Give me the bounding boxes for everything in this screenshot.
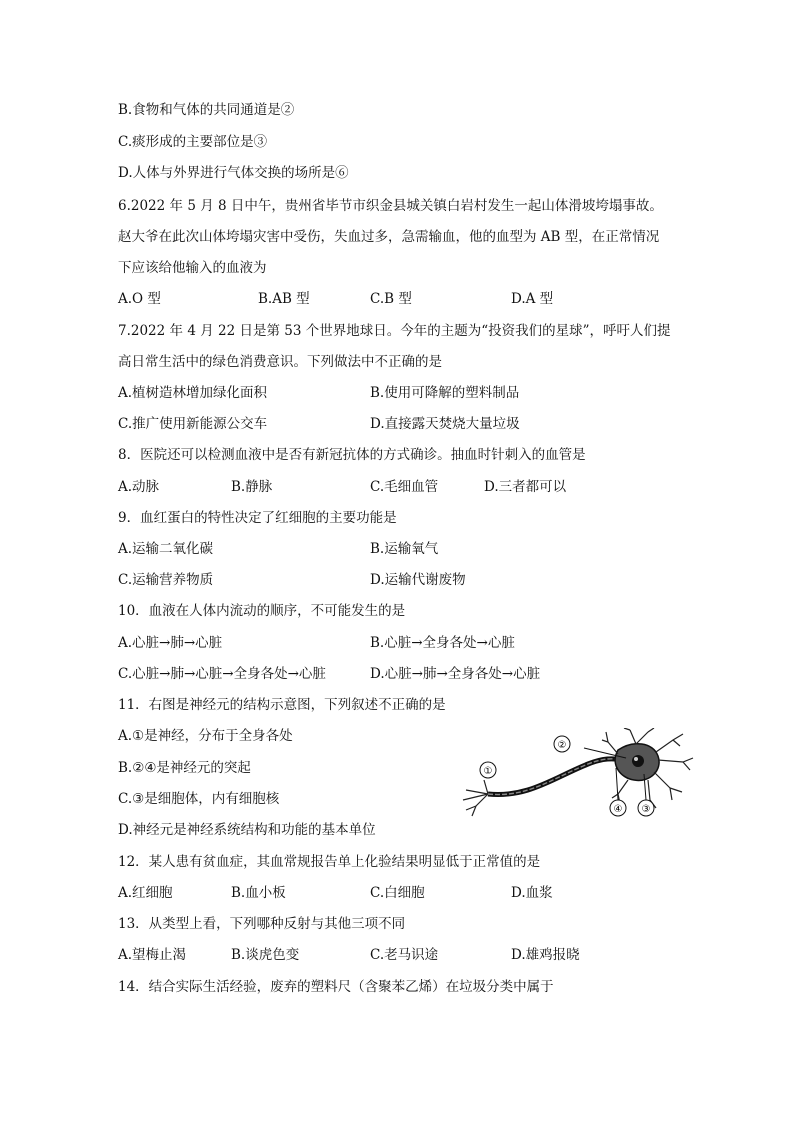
q11-option-b: B.②④是神经元的突起 [118,760,251,776]
q6-option-c: C.B 型 [370,291,412,307]
q9-stem: 9．血红蛋白的特性决定了红细胞的主要功能是 [118,510,397,526]
q6-option-b: B.AB 型 [258,291,310,307]
q8-stem: 8．医院还可以检测血液中是否有新冠抗体的方式确诊。抽血时针刺入的血管是 [118,447,586,463]
q7-stem-line2: 高日常生活中的绿色消费意识。下列做法中不正确的是 [118,354,442,370]
label-4: ④ [613,804,623,815]
q13-stem: 13．从类型上看，下列哪种反射与其他三项不同 [118,916,406,932]
q5-option-c: C.痰形成的主要部位是③ [118,134,268,150]
q6-option-a: A.O 型 [118,291,161,307]
q7-option-d: D.直接露天焚烧大量垃圾 [370,416,520,432]
q9-option-d: D.运输代谢废物 [370,572,466,588]
q13-option-b: B.谈虎色变 [231,947,300,963]
q10-option-b: B.心脏→全身各处→心脏 [370,635,515,651]
q7-option-a: A.植树造林增加绿化面积 [118,385,268,401]
q13-option-c: C.老马识途 [370,947,439,963]
q9-option-c: C.运输营养物质 [118,572,214,588]
q11-stem: 11．右图是神经元的结构示意图，下列叙述不正确的是 [118,697,446,713]
q10-option-d: D.心脏→肺→全身各处→心脏 [370,666,541,682]
q12-option-c: C.白细胞 [370,885,425,901]
q6-stem-line1: 6.2022 年 5 月 8 日中午，贵州省毕节市织金县城关镇白岩村发生一起山体滑坡垮塌事故。 [118,198,663,214]
q12-stem: 12．某人患有贫血症，其血常规报告单上化验结果明显低于正常值的是 [118,854,541,870]
q11-option-a: A.①是神经，分布于全身各处 [118,728,293,744]
q8-option-d: D.三者都可以 [484,479,567,495]
q9-option-a: A.运输二氧化碳 [118,541,214,557]
q7-option-c: C.推广使用新能源公交车 [118,416,268,432]
q9-option-b: B.运输氧气 [370,541,439,557]
q12-option-d: D.血浆 [511,885,553,901]
q11-option-c: C.③是细胞体，内有细胞核 [118,791,280,807]
q12-option-b: B.血小板 [231,885,286,901]
q13-option-a: A.望梅止渴 [118,947,187,963]
q6-stem-line2: 赵大爷在此次山体垮塌灾害中受伤，失血过多，急需输血，他的血型为 AB 型，在正常情况 [118,229,660,245]
neuron-diagram-icon [458,728,698,818]
q7-stem-line1: 7.2022 年 4 月 22 日是第 53 个世界地球日。今年的主题为“投资我们的星球”，呼吁人们提 [118,323,671,339]
q5-option-b: B.食物和气体的共同通道是② [118,102,295,118]
label-2: ② [557,740,567,751]
q10-stem: 10．血液在人体内流动的顺序，不可能发生的是 [118,603,406,619]
q8-option-b: B.静脉 [231,479,273,495]
q10-option-c: C.心脏→肺→心脏→全身各处→心脏 [118,666,326,682]
q7-option-b: B.使用可降解的塑料制品 [370,385,520,401]
label-3: ③ [641,804,651,815]
q10-option-a: A.心脏→肺→心脏 [118,635,223,651]
q8-option-a: A.动脉 [118,479,160,495]
q13-option-d: D.雄鸡报晓 [511,947,580,963]
q6-option-d: D.A 型 [511,291,554,307]
q8-option-c: C.毛细血管 [370,479,439,495]
q11-option-d: D.神经元是神经系统结构和功能的基本单位 [118,822,376,838]
q14-stem: 14．结合实际生活经验，废弃的塑料尺（含聚苯乙烯）在垃圾分类中属于 [118,979,554,995]
q6-stem-line3: 下应该给他输入的血液为 [118,260,267,276]
q5-option-d: D.人体与外界进行气体交换的场所是⑥ [118,165,349,181]
q12-option-a: A.红细胞 [118,885,173,901]
label-1: ① [483,766,493,777]
